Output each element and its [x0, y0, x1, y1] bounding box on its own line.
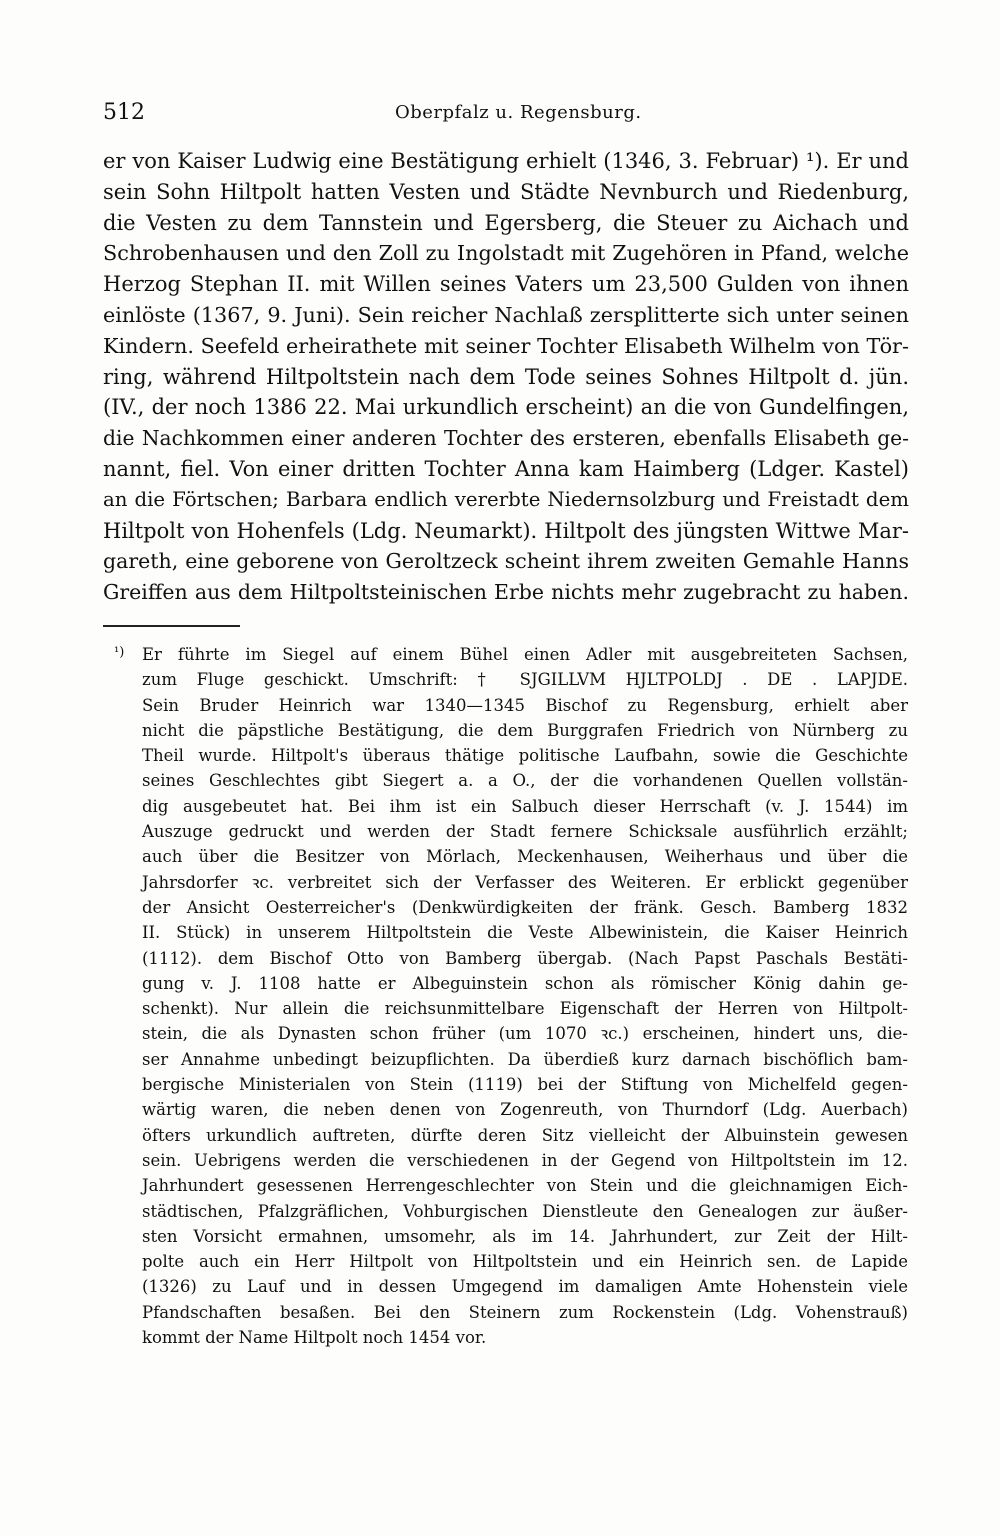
footnote-line: Auszuge gedruckt und werden der Stadt fernere Schicksale ausführlich erzählt; [142, 822, 908, 842]
main-text-line: die Vesten zu dem Tannstein und Egersberg, die Steuer zu Aichach und [103, 210, 909, 235]
footnote-separator [103, 625, 240, 627]
footnote-line: bergische Ministerialen von Stein (1119) bei der Stiftung von Michelfeld gegen- [142, 1075, 908, 1095]
main-text-line: die Nachkommen einer anderen Tochter des ersteren, ebenfalls Elisabeth ge- [103, 426, 909, 451]
footnote-line: sein. Uebrigens werden die verschiedenen in der Gegend von Hiltpoltstein im 12. [142, 1150, 908, 1170]
footnote-line: öfters urkundlich auftreten, dürfte deren Sitz vielleicht der Albuinstein gewesen [142, 1125, 908, 1145]
footnote-line: dig ausgebeutet hat. Bei ihm ist ein Salbuch dieser Herrschaft (v. J. 1544) im [142, 796, 908, 816]
footnote-line: kommt der Name Hiltpolt noch 1454 vor. [142, 1328, 487, 1348]
footnote-line: (1326) zu Lauf und in dessen Umgegend im damaligen Amte Hohenstein viele [142, 1277, 908, 1297]
footnote-line: (1112). dem Bischof Otto von Bamberg übergab. (Nach Papst Paschals Bestäti- [142, 948, 908, 968]
main-text-line: gareth, eine geborene von Geroltzeck scheint ihrem zweiten Gemahle Hanns [103, 549, 909, 574]
footnote-line: nicht die päpstliche Bestätigung, die dem Burggrafen Friedrich von Nürnberg zu [142, 720, 908, 740]
running-title: Oberpfalz u. Regensburg. [395, 102, 642, 123]
main-text-line: Kindern. Seefeld erheirathete mit seiner Tochter Elisabeth Wilhelm von Tör- [103, 333, 909, 358]
footnote-line: Sein Bruder Heinrich war 1340—1345 Bischof zu Regensburg, erhielt aber [142, 695, 908, 715]
main-text-line: Herzog Stephan II. mit Willen seines Vaters um 23,500 Gulden von ihnen [103, 272, 909, 297]
footnote-line: stein, die als Dynasten schon früher (um 1070 ꝛc.) erscheinen, hindert uns, die- [142, 1024, 908, 1044]
main-text-line: an die Förtschen; Barbara endlich vererbte Niedernsolzburg und Freistadt dem [103, 487, 909, 511]
footnote-line: seines Geschlechtes gibt Siegert a. a O., der die vorhandenen Quellen vollstän- [142, 771, 908, 791]
main-text-line: nannt, fiel. Von einer dritten Tochter Anna kam Haimberg (Ldger. Kastel) [103, 456, 909, 481]
main-text-line: einlöste (1367, 9. Juni). Sein reicher Nachlaß zersplitterte sich unter seinen [103, 302, 909, 327]
footnote-line: Jahrhundert gesessenen Herrengeschlechter von Stein und die gleichnamigen Eich- [142, 1176, 908, 1196]
main-text-line: sein Sohn Hiltpolt hatten Vesten und Städte Nevnburch und Riedenburg, [103, 179, 909, 204]
footnote-line: sten Vorsicht ermahnen, umsomehr, als im 14. Jahrhundert, zur Zeit der Hilt- [142, 1226, 908, 1246]
footnote-line: der Ansicht Oesterreicher's (Denkwürdigkeiten der fränk. Gesch. Bamberg 1832 [142, 897, 908, 917]
footnote-block [114, 642, 908, 1350]
main-text-line: Hiltpolt von Hohenfels (Ldg. Neumarkt). Hiltpolt des jüngsten Wittwe Mar- [103, 518, 909, 543]
footnote-line: ser Annahme unbedingt beizupflichten. Da überdieß kurz darnach bischöflich bam- [142, 1049, 908, 1069]
main-text-block [103, 146, 909, 608]
main-text-line: Schrobenhausen und den Zoll zu Ingolstadt mit Zugehören in Pfand, welche [103, 241, 909, 266]
footnote-marker: ¹) [114, 645, 125, 660]
page-header [103, 100, 911, 140]
main-text-line: Greiffen aus dem Hiltpoltsteinischen Erbe nichts mehr zugebracht zu haben. [103, 580, 909, 605]
footnote-line: Jahrsdorfer ꝛc. verbreitet sich der Verfasser des Weiteren. Er erblickt gegenüber [142, 872, 908, 892]
footnote-line: auch über die Besitzer von Mörlach, Meckenhausen, Weiherhaus und über die [142, 847, 908, 867]
footnote-line: zum Fluge geschickt. Umschrift: † SJGILLVM HJLTPOLDJ . DE . LAPJDE. [142, 670, 908, 690]
footnote-line: schenkt). Nur allein die reichsunmittelbare Eigenschaft der Herren von Hiltpolt- [142, 999, 908, 1019]
main-text-line: ring, während Hiltpoltstein nach dem Tode seines Sohnes Hiltpolt d. jün. [103, 364, 909, 389]
footnote-line: Pfandschaften besaßen. Bei den Steinern zum Rockenstein (Ldg. Vohenstrauß) [142, 1302, 908, 1322]
footnote-line: polte auch ein Herr Hiltpolt von Hiltpoltstein und ein Heinrich sen. de Lapide [142, 1252, 908, 1272]
page-number: 512 [103, 100, 145, 125]
main-text-line: (IV., der noch 1386 22. Mai urkundlich erscheint) an die von Gundelfingen, [103, 395, 909, 420]
footnote-line: gung v. J. 1108 hatte er Albeguinstein schon als römischer König dahin ge- [142, 973, 908, 993]
main-text-line: er von Kaiser Ludwig eine Bestätigung erhielt (1346, 3. Februar) ¹). Er und [103, 149, 909, 173]
footnote-line: wärtig waren, die neben denen von Zogenreuth, von Thurndorf (Ldg. Auerbach) [142, 1100, 908, 1120]
footnote-line: Er führte im Siegel auf einem Bühel einen Adler mit ausgebreiteten Sachsen, [142, 645, 908, 664]
footnote-line: Theil wurde. Hiltpolt's überaus thätige politische Laufbahn, sowie die Geschichte [142, 746, 908, 766]
footnote-line: städtischen, Pfalzgräflichen, Vohburgischen Dienstleute den Genealogen zur äußer- [142, 1201, 908, 1221]
footnote-line: II. Stück) in unserem Hiltpoltstein die Veste Albewinistein, die Kaiser Heinrich [142, 923, 908, 943]
